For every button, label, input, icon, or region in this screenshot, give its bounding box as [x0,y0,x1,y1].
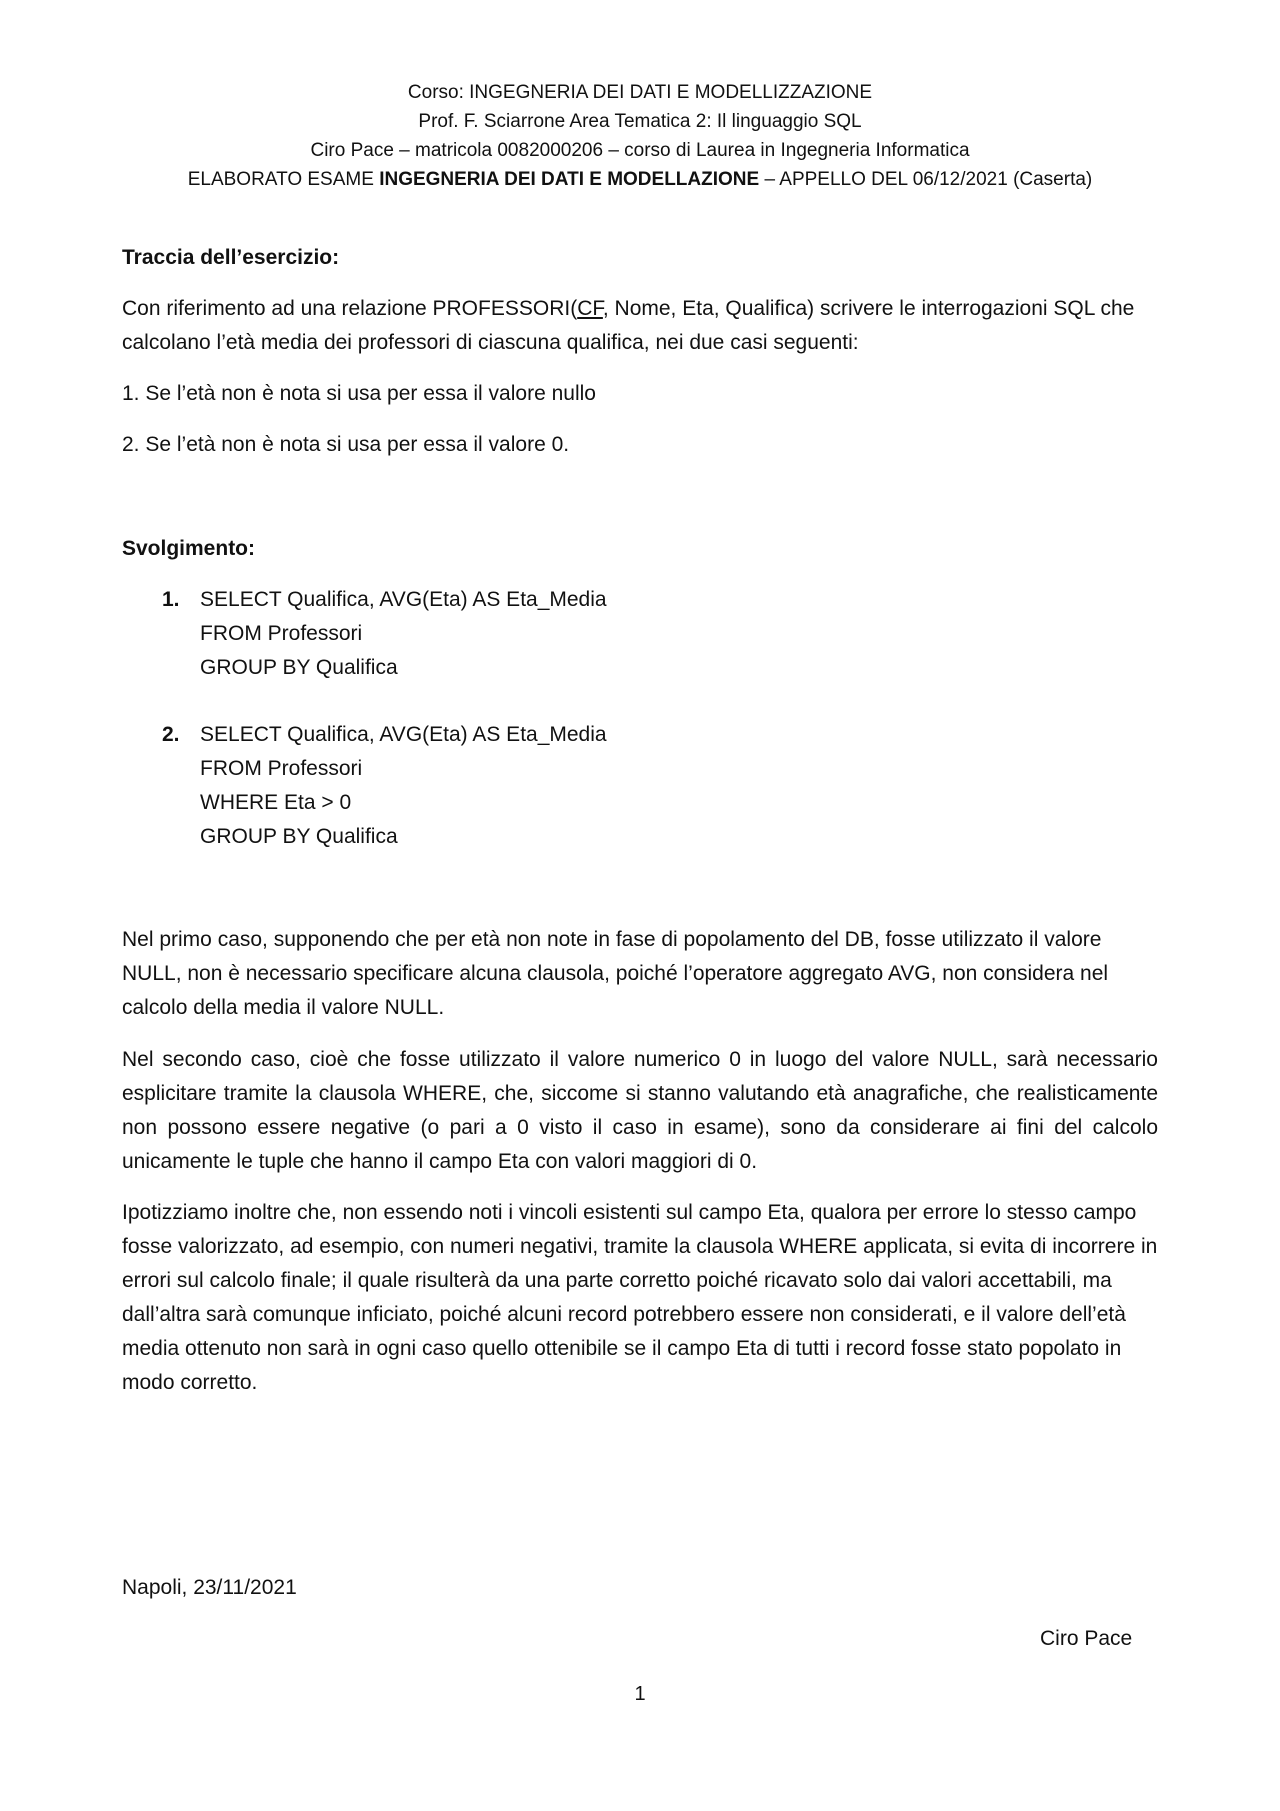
sql-item [158,583,607,685]
traccia-title: Traccia dell’esercizio: [122,246,340,269]
sql-line: WHERE Eta > 0 [200,791,352,814]
paragraph-2: Nel secondo caso, cioè che fosse utilizzato il valore numerico 0 in luogo del valore NULL, sarà necessario esplicitare tramite la clausola WHERE, che, siccome si stanno valutando età anagrafiche, che realisticamente non possono essere negative (o pari a 0 visto il caso in esame), sono da considerare ai fini del calcolo unicamente le tuple che hanno il campo Eta con valori maggiori di 0. [122,1048,1158,1173]
svolgimento-title-block [122,532,1158,566]
sql-line: GROUP BY Qualifica [200,656,398,679]
sql-line: SELECT Qualifica, AVG(Eta) AS Eta_Media [200,588,607,611]
svolgimento-title: Svolgimento: [122,537,256,560]
exam-line-course: INGEGNERIA DEI DATI E MODELLAZIONE [379,169,760,190]
sql-query-1 [158,583,607,685]
sql-number: 1. [162,588,180,611]
sql-line: FROM Professori [200,622,363,645]
page-number: 1 [634,1683,646,1705]
sql-line: GROUP BY Qualifica [200,825,398,848]
document-header [0,78,1280,194]
paragraph-3: Ipotizziamo inoltre che, non essendo noti i vincoli esistenti sul campo Eta, qualora per errore lo stesso campo fosse valorizzato, ad esempio, con numeri negativi, tramite la clausola WHERE applicata, si evita di incorrere in errori sul calcolo finale; il quale risulterà da una parte corretto poiché ricavato solo dai valori accettabili, ma dall’altra sarà comunque inficiato, poiché alcuni record potrebbero essere non considerati, e il valore dell’età media ottenuto non sarà in ogni caso quello ottenibile se il campo Eta di tutti i record fosse stato popolato in modo corretto. [122,1201,1158,1394]
paragraph-1: Nel primo caso, supponendo che per età non note in fase di popolamento del DB, fosse utilizzato il valore NULL, non è necessario specificare alcuna clausola, poiché l’operatore aggregato AVG, non considera nel calcolo della media il valore NULL. [122,928,1109,1019]
paragraph-2-block [122,1043,1158,1179]
primary-key-cf: CF [577,297,603,320]
sql-line: FROM Professori [200,757,363,780]
professor-line: Prof. F. Sciarrone Area Tematica 2: Il linguaggio SQL [418,111,862,132]
case2-block [122,428,1158,462]
paragraph-3-block [122,1196,1158,1400]
traccia-intro-before: Con riferimento ad una relazione PROFESSORI( [122,297,578,320]
exam-line-prefix: ELABORATO ESAME [187,169,380,190]
student-line: Ciro Pace – matricola 0082000206 – corso di Laurea in Ingegneria Informatica [310,140,970,161]
exam-line-suffix: – APPELLO DEL 06/12/2021 (Caserta) [759,169,1093,190]
sql-query-2 [158,718,607,854]
traccia-intro-block [122,292,1158,360]
traccia-intro [122,292,1158,360]
sql-line: SELECT Qualifica, AVG(Eta) AS Eta_Media [200,723,607,746]
case1-block [122,377,1158,411]
sql-item [158,718,607,854]
traccia-intro-after: , Nome, Eta, Qualifica) scrivere le interrogazioni SQL che calcolano l’età media dei professori di ciascuna qualifica, nei due casi seguenti: [122,297,1135,354]
case-2: 2. Se l’età non è nota si usa per essa il valore 0. [122,433,570,456]
sql-number: 2. [162,723,180,746]
signature: Ciro Pace [1040,1627,1133,1650]
course-line: Corso: INGEGNERIA DEI DATI E MODELLIZZAZIONE [407,82,873,103]
exam-line [0,165,1280,194]
paragraph-1-block [122,923,1158,1025]
traccia-title-block [122,241,1158,275]
case-1: 1. Se l’età non è nota si usa per essa il valore nullo [122,382,596,405]
place-date: Napoli, 23/11/2021 [122,1576,297,1599]
